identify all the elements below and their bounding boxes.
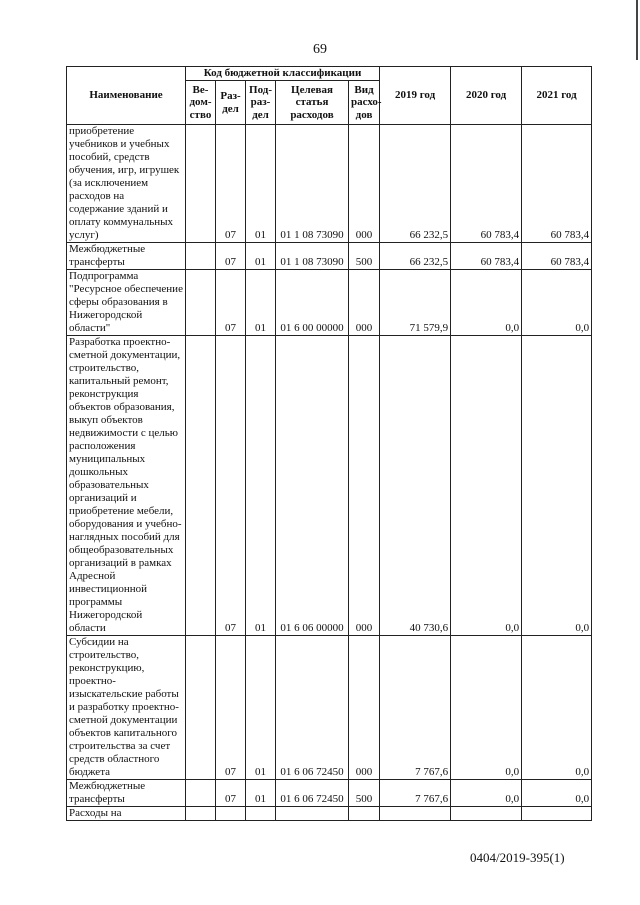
row-value-2020: 0,0 — [451, 336, 522, 636]
row-vedomstvo — [186, 336, 216, 636]
row-vedomstvo — [186, 125, 216, 243]
row-value-2019: 66 232,5 — [380, 125, 451, 243]
row-razdel: 07 — [216, 636, 246, 780]
row-name: Межбюджетные трансферты — [67, 780, 186, 807]
row-value-2020: 0,0 — [451, 270, 522, 336]
row-tselevaya-statya: 01 1 08 73090 — [276, 243, 349, 270]
row-tselevaya-statya — [276, 807, 349, 821]
row-value-2021 — [522, 807, 592, 821]
header-2020: 2020 год — [451, 67, 522, 125]
row-podrazdel: 01 — [246, 336, 276, 636]
row-vid-raskhodov — [349, 807, 380, 821]
row-value-2020: 0,0 — [451, 636, 522, 780]
header-tselevaya-statya: Целевая статья расходов — [276, 81, 349, 125]
row-value-2019: 7 767,6 — [380, 780, 451, 807]
row-tselevaya-statya: 01 1 08 73090 — [276, 125, 349, 243]
row-razdel: 07 — [216, 780, 246, 807]
page-edge-mark — [636, 0, 638, 60]
header-vid-raskhodov: Вид расхо- дов — [349, 81, 380, 125]
budget-table — [66, 66, 592, 821]
row-vedomstvo — [186, 243, 216, 270]
row-razdel: 07 — [216, 336, 246, 636]
row-vid-raskhodov: 000 — [349, 270, 380, 336]
row-vid-raskhodov: 000 — [349, 336, 380, 636]
row-podrazdel — [246, 807, 276, 821]
row-vedomstvo — [186, 807, 216, 821]
row-vid-raskhodov: 000 — [349, 636, 380, 780]
row-value-2020 — [451, 807, 522, 821]
row-razdel — [216, 807, 246, 821]
row-value-2020: 60 783,4 — [451, 125, 522, 243]
row-value-2019: 71 579,9 — [380, 270, 451, 336]
row-name: Межбюджетные трансферты — [67, 243, 186, 270]
row-value-2021: 0,0 — [522, 636, 592, 780]
row-vedomstvo — [186, 636, 216, 780]
row-value-2019: 7 767,6 — [380, 636, 451, 780]
table-row — [67, 336, 592, 636]
row-podrazdel: 01 — [246, 780, 276, 807]
header-razdel: Раз- дел — [216, 81, 246, 125]
row-value-2019 — [380, 807, 451, 821]
row-podrazdel: 01 — [246, 636, 276, 780]
row-value-2020: 0,0 — [451, 780, 522, 807]
row-name: Субсидии на строительство, реконструкцию, проектно- изыскательские работы и разработку проектно- сметной документации объектов капитального строительства за счет средств областного бюджета — [67, 636, 186, 780]
row-name: Расходы на — [67, 807, 186, 821]
row-value-2021: 60 783,4 — [522, 243, 592, 270]
header-podrazdel: Под- раз- дел — [246, 81, 276, 125]
header-vedomstvo: Ве- дом- ство — [186, 81, 216, 125]
row-value-2021: 60 783,4 — [522, 125, 592, 243]
row-name: Подпрограмма "Ресурсное обеспечение сферы образования в Нижегородской области" — [67, 270, 186, 336]
table-body — [67, 125, 592, 821]
row-podrazdel: 01 — [246, 270, 276, 336]
row-tselevaya-statya: 01 6 06 00000 — [276, 336, 349, 636]
row-value-2019: 40 730,6 — [380, 336, 451, 636]
row-tselevaya-statya: 01 6 00 00000 — [276, 270, 349, 336]
row-podrazdel: 01 — [246, 125, 276, 243]
row-vid-raskhodov: 000 — [349, 125, 380, 243]
row-vid-raskhodov: 500 — [349, 243, 380, 270]
table-row — [67, 243, 592, 270]
table-header — [67, 67, 592, 125]
header-classification: Код бюджетной классификации — [186, 67, 380, 81]
table-row — [67, 636, 592, 780]
row-value-2019: 66 232,5 — [380, 243, 451, 270]
header-2019: 2019 год — [380, 67, 451, 125]
row-name: приобретение учебников и учебных пособий, средств обучения, игр, игрушек (за исключением расходов на содержание зданий и оплату коммунальных услуг) — [67, 125, 186, 243]
row-value-2021: 0,0 — [522, 270, 592, 336]
header-name: Наименование — [67, 67, 186, 125]
table-row — [67, 270, 592, 336]
table-row — [67, 780, 592, 807]
row-podrazdel: 01 — [246, 243, 276, 270]
row-razdel: 07 — [216, 270, 246, 336]
row-value-2020: 60 783,4 — [451, 243, 522, 270]
row-vedomstvo — [186, 270, 216, 336]
row-vedomstvo — [186, 780, 216, 807]
row-tselevaya-statya: 01 6 06 72450 — [276, 636, 349, 780]
row-value-2021: 0,0 — [522, 336, 592, 636]
row-tselevaya-statya: 01 6 06 72450 — [276, 780, 349, 807]
page-number: 69 — [313, 42, 327, 57]
row-razdel: 07 — [216, 125, 246, 243]
row-razdel: 07 — [216, 243, 246, 270]
document-code: 0404/2019-395(1) — [470, 850, 565, 865]
row-name: Разработка проектно- сметной документации, строительство, капитальный ремонт, реконструкция объектов образования, выкуп объектов недвижимости с целью расположения муниципальных дошкольных образовательных организаций и приобретение мебели, оборудования и учебно- наглядных пособий для общеобразовательных организаций в рамках Адресной инвестиционной программы Нижегородской области — [67, 336, 186, 636]
row-vid-raskhodov: 500 — [349, 780, 380, 807]
header-2021: 2021 год — [522, 67, 592, 125]
table-row — [67, 807, 592, 821]
row-value-2021: 0,0 — [522, 780, 592, 807]
table-row — [67, 125, 592, 243]
